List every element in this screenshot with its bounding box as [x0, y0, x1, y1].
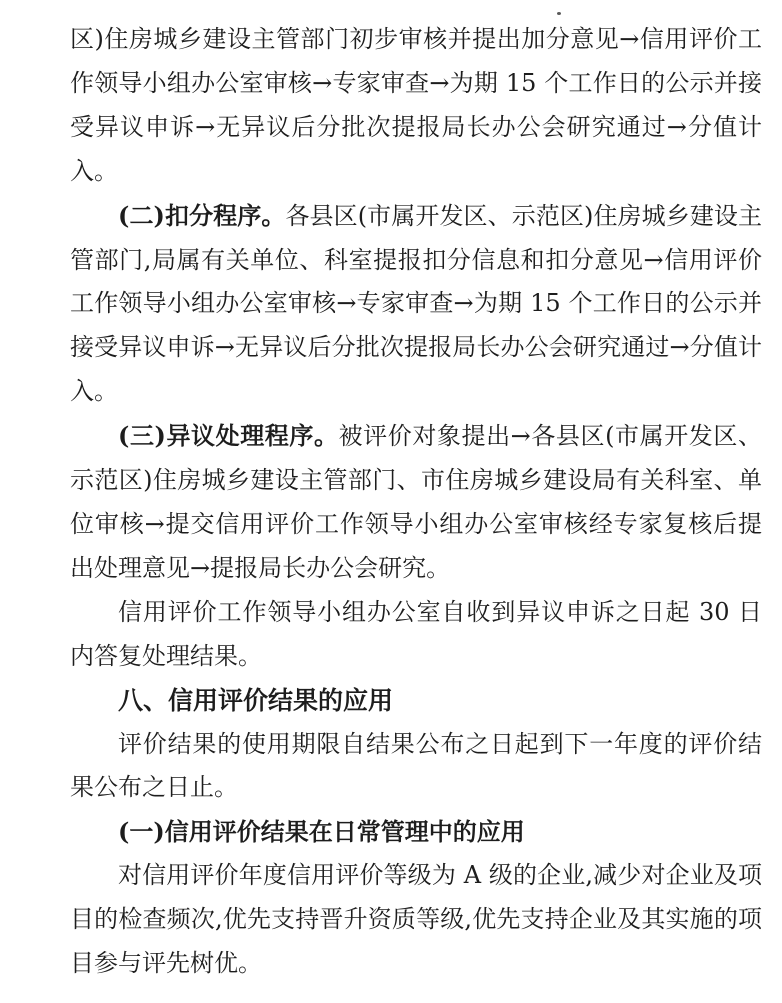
paragraph-text: 被评价对象提出→各县区(市属开发区、示范区)住房城乡建设主管部门、市住房城乡建设局有关科室、单位审核→提交信用评价工作领导小组办公室审核经专家复核后提出处理意见→提报局长办公会研究。 [70, 422, 762, 582]
paragraph-objection-reply-deadline [70, 591, 762, 679]
paragraph-text: 信用评价工作领导小组办公室自收到异议申诉之日起 30 日内答复处理结果。 [70, 597, 762, 670]
scan-speck [557, 12, 561, 15]
paragraph-text: 区)住房城乡建设主管部门初步审核并提出加分意见→信用评价工作领导小组办公室审核→专家审查→为期 15 个工作日的公示并接受异议申诉→无异议后分批次提报局长办公会研究通过→分值计入。 [70, 25, 762, 185]
paragraph-text: 评价结果的使用期限自结果公布之日起到下一年度的评价结果公布之日止。 [70, 729, 762, 802]
paragraph-lead: (二)扣分程序。 [118, 200, 286, 230]
paragraph-bonus-procedure-continuation [70, 17, 762, 194]
paragraph-text: 对信用评价年度信用评价等级为 A 级的企业,减少对企业及项目的检查频次,优先支持晋升资质等级,优先支持企业及其实施的项目参与评先树优。 [70, 861, 762, 978]
paragraph-objection-procedure [70, 414, 762, 591]
document-text-column [70, 17, 762, 986]
subheading-text: (一)信用评价结果在日常管理中的应用 [118, 817, 525, 847]
heading-section-8-credit-result-application [70, 679, 762, 723]
paragraph-lead: (三)异议处理程序。 [118, 421, 339, 451]
subheading-result-daily-management-application [70, 810, 762, 854]
paragraph-deduction-procedure [70, 194, 762, 415]
paragraph-grade-a-enterprise-benefits [70, 854, 762, 986]
paragraph-result-validity-period [70, 723, 762, 811]
heading-text: 八、信用评价结果的应用 [118, 685, 394, 715]
paragraph-text: 各县区(市属开发区、示范区)住房城乡建设主管部门,局属有关单位、科室提报扣分信息和扣分意见→信用评价工作领导小组办公室审核→专家审查→为期 15 个工作日的公示并接受异议申诉→无异议后分批次提报局长办公会研究通过→分值计入。 [70, 201, 762, 406]
